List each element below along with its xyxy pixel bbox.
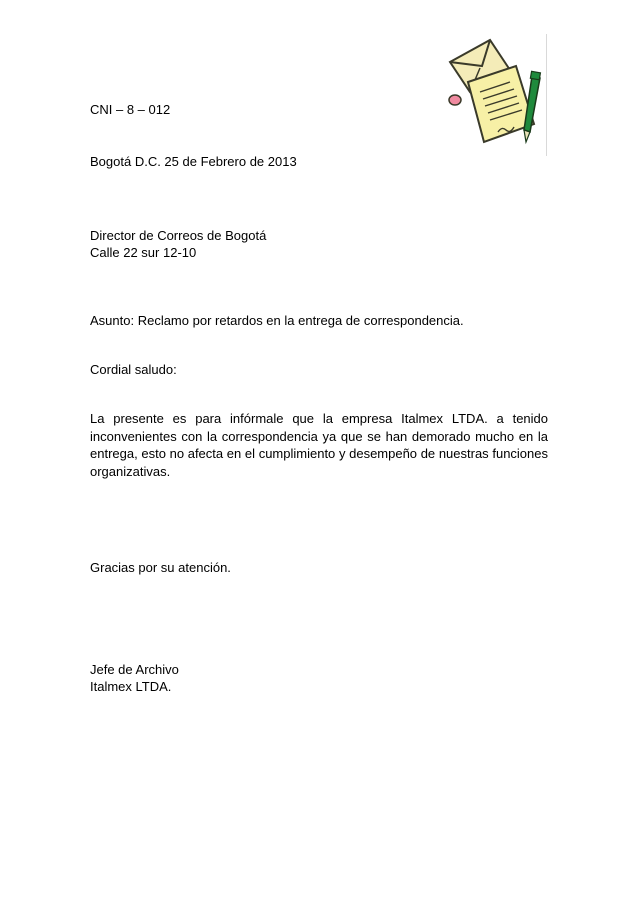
signature-position: Jefe de Archivo (90, 662, 179, 677)
body-paragraph: La presente es para infórmale que la empresa Italmex LTDA. a tenido inconvenientes con la correspondencia ya que se han demorado mucho en la entrega, esto no afecta en el cumplimiento y desempeño de nuestras funciones organizativas. (90, 411, 548, 479)
signature-company: Italmex LTDA. (90, 679, 172, 694)
reference-code: CNI – 8 – 012 (90, 102, 171, 117)
clipart-border-line (546, 34, 547, 156)
eraser-icon (449, 95, 461, 105)
greeting: Cordial saludo: (90, 362, 177, 377)
subject-line: Asunto: Reclamo por retardos en la entrega de correspondencia. (90, 313, 464, 328)
recipient-title: Director de Correos de Bogotá (90, 228, 267, 243)
letter-envelope-pen-icon (440, 32, 552, 150)
closing-line: Gracias por su atención. (90, 560, 231, 575)
recipient-address: Calle 22 sur 12-10 (90, 245, 197, 260)
date-line: Bogotá D.C. 25 de Febrero de 2013 (90, 154, 297, 169)
